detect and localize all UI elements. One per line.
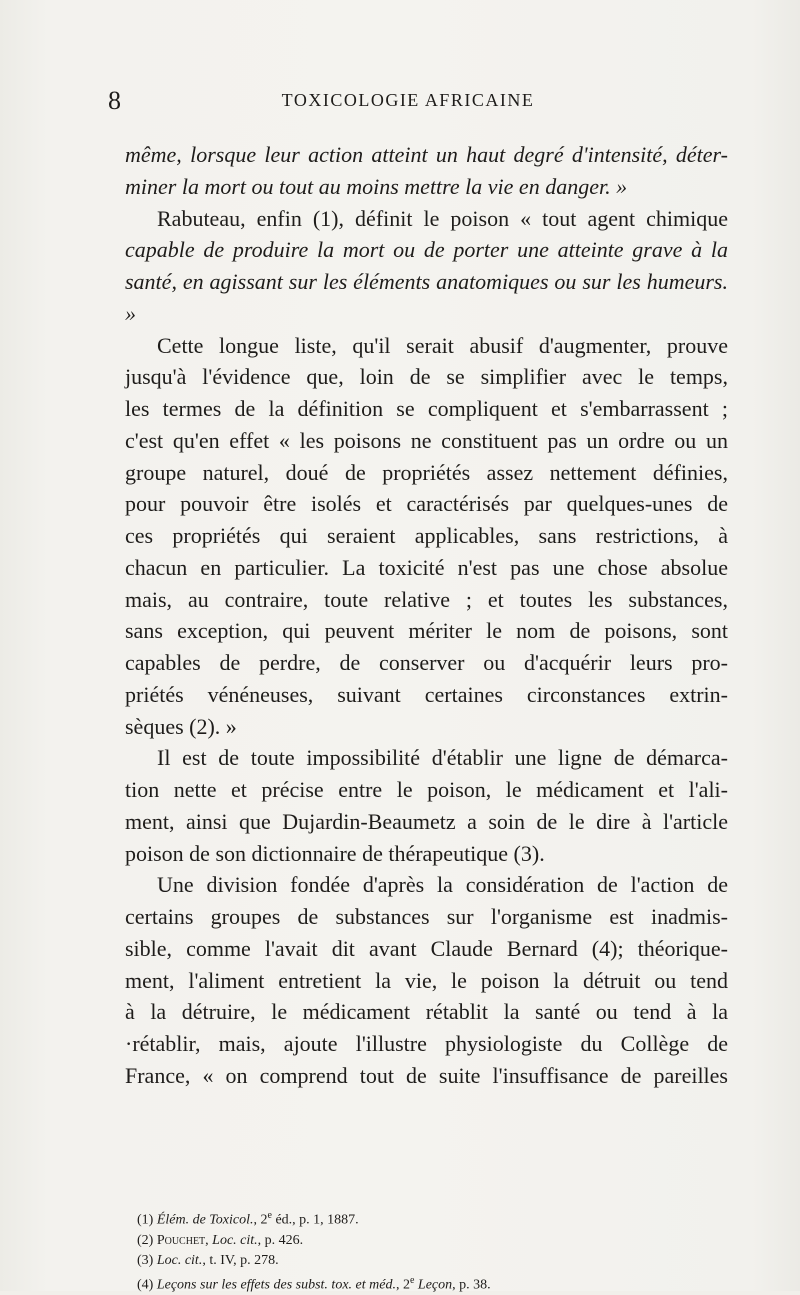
footnote-number: (1) (137, 1212, 157, 1228)
page-number: 8 (108, 86, 121, 115)
footnote-text: Loc. cit. (156, 1252, 203, 1268)
footnote-text: , t. IV, p. 278. (202, 1252, 279, 1268)
text-line: France, « on comprend tout de suite l'insuffisance de pareilles (125, 1062, 728, 1088)
body-text (125, 139, 728, 1092)
running-head: TOXICOLOGIE AFRICAINE (281, 90, 535, 110)
text-line: Cette longue liste, qu'il serait abusif d'augmenter, prouve (157, 332, 728, 358)
text-line: capables de perdre, de conserver ou d'acquérir leurs pro- (125, 650, 728, 675)
footnote-text: , 2 (253, 1212, 268, 1228)
text-line: ment, ainsi que Dujardin-Beaumetz a soin de le dire à l'article (125, 808, 728, 834)
footnote-text: e (267, 1210, 272, 1221)
text-line: pour pouvoir être isolés et caractérisés par quelques-unes de (125, 491, 728, 517)
text-line: Il est de toute impossibilité d'établir une ligne de démarca- (157, 745, 728, 771)
text-line: les termes de la définition se compliquent et s'embarrassent ; (125, 396, 728, 421)
footnotes (137, 1206, 737, 1295)
footnote-text: , p. 38. (452, 1277, 491, 1293)
footnote-number: (2) (137, 1232, 157, 1248)
footnote-text: Pouchet (156, 1232, 206, 1248)
text-line: chacun en particulier. La toxicité n'est pas une chose absolue (125, 554, 728, 580)
footnote-text: Leçon (417, 1277, 453, 1293)
footnote-text: Leçons sur les effets des subst. tox. et méd. (156, 1277, 396, 1293)
footnote (137, 1206, 737, 1231)
footnote-text: e (409, 1274, 415, 1286)
footnote (137, 1271, 737, 1295)
text-line: poison de son dictionnaire de thérapeutique (3). (125, 840, 545, 866)
footnote-number: (3) (137, 1252, 157, 1268)
text-line: jusqu'à l'évidence que, loin de se simplifier avec le temps, (125, 364, 728, 390)
text-line: miner la mort ou tout au moins mettre la vie en danger. » (125, 173, 628, 199)
text-line: à la détruire, le médicament rétablit la santé ou tend à la (125, 999, 728, 1025)
text-line: sible, comme l'avait dit avant Claude Bernard (4); théorique- (125, 935, 728, 961)
footnote-text: , p. 426. (257, 1232, 304, 1248)
footnote-number: (4) (137, 1277, 157, 1293)
text-line: Rabuteau, enfin (1), définit le poison « tout agent chimique (157, 205, 728, 231)
text-line: tion nette et précise entre le poison, le médicament et l'ali- (125, 777, 728, 802)
text-line: Une division fondée d'après la considération de l'action de (157, 872, 728, 898)
footnote-text: éd., p. 1, 1887. (271, 1212, 359, 1228)
footnote (137, 1251, 737, 1271)
text-line: c'est qu'en effet « les poisons ne constituent pas un ordre ou un (125, 427, 728, 453)
footnote-text: Loc. cit. (212, 1232, 258, 1248)
text-line: mais, au contraire, toute relative ; et toutes les substances, (125, 586, 728, 612)
footnote-text: Élém. de Toxicol. (156, 1212, 254, 1228)
text-line: capable de produire la mort ou de porter une atteinte grave à la (125, 237, 728, 263)
footnote (137, 1231, 737, 1251)
text-line: priétés vénéneuses, suivant certaines circonstances extrin- (125, 681, 728, 707)
text-line: certains groupes de substances sur l'organisme est inadmis- (125, 904, 728, 929)
text-line: santé, en agissant sur les éléments anatomiques ou sur les humeurs. » (125, 269, 728, 326)
text-line: sans exception, qui peuvent mériter le nom de poisons, sont (125, 618, 728, 644)
page-header (108, 86, 708, 116)
text-line: ces propriétés qui seraient applicables, sans restrictions, à (125, 523, 728, 548)
text-line: groupe naturel, doué de propriétés assez nettement définies, (125, 459, 728, 485)
text-line: même, lorsque leur action atteint un haut degré d'intensité, déter- (125, 142, 728, 167)
footnote-text: , 2 (395, 1277, 410, 1293)
footnote-text: , (205, 1232, 213, 1248)
text-line: sèques (2). » (125, 713, 237, 739)
text-line: ·rétablir, mais, ajoute l'illustre physiologiste du Collège de (125, 1031, 728, 1056)
text-line: ment, l'aliment entretient la vie, le poison la détruit ou tend (125, 967, 728, 993)
